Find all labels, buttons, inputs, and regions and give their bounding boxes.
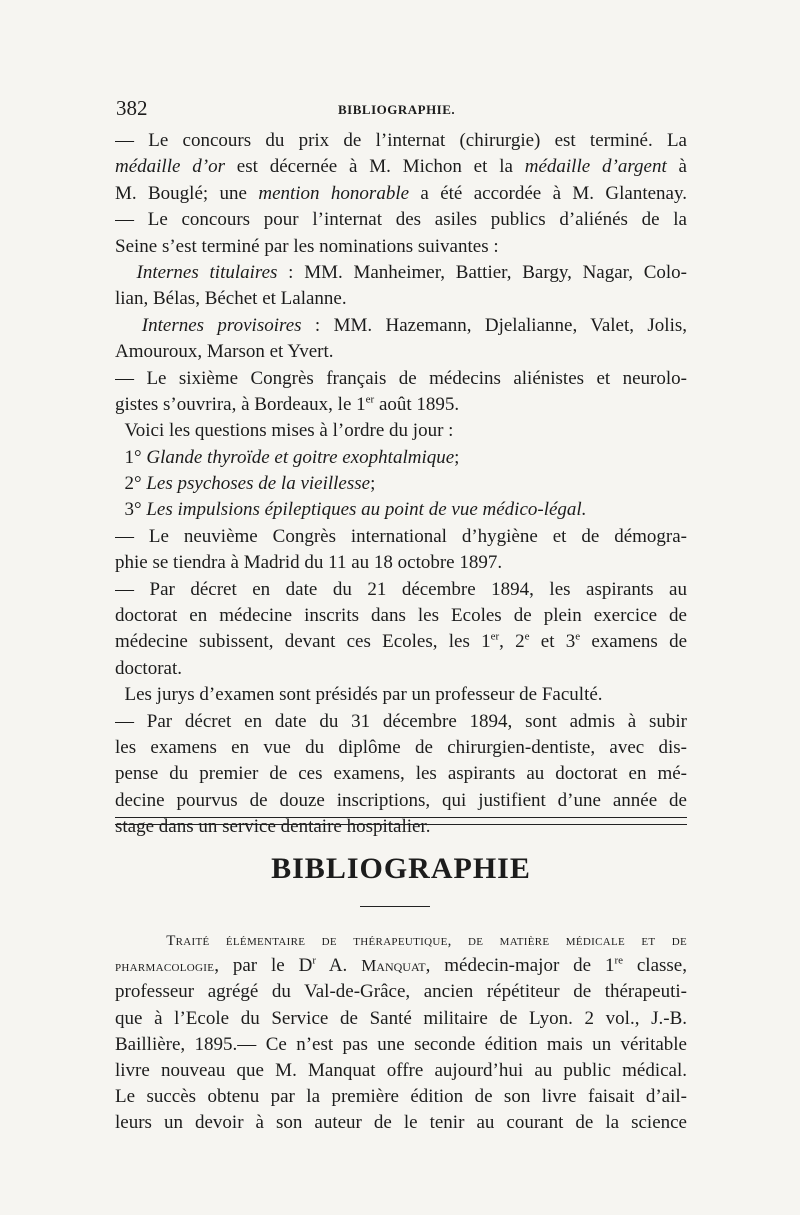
page-header (116, 96, 686, 122)
text-line (115, 445, 687, 471)
text-line (115, 181, 687, 207)
text-span: , 2 (499, 631, 525, 653)
text-line (115, 313, 687, 339)
short-rule-divider (360, 906, 430, 907)
text-line: les examens en vue du diplôme de chirurgien-dentiste, avec dis- (115, 736, 687, 758)
text-line: leurs un devoir à son auteur de le tenir au courant de la science (115, 1112, 687, 1134)
text-line: — Le sixième Congrès français de médecins aliénistes et neurolo- (115, 367, 687, 389)
text-line: doctorat. (115, 657, 183, 679)
section-title: BIBLIOGRAPHIE (271, 852, 531, 885)
text-line: lian, Bélas, Béchet et Lalanne. (115, 288, 347, 310)
superscript: er (490, 631, 500, 644)
text-span: classe, (623, 955, 687, 977)
text-line: doctorat en médecine inscrits dans les Ecoles de plein exercice de (115, 605, 687, 627)
text-line (115, 418, 687, 444)
text-span: 2° (124, 473, 147, 495)
italic-phrase: Internes titulaires (136, 261, 278, 283)
italic-phrase: médaille d’or (115, 156, 225, 178)
text-line: — Par décret en date du 31 décembre 1894, sont admis à subir (115, 710, 687, 732)
superscript: er (365, 393, 375, 406)
italic-phrase: médaille d’argent (524, 156, 667, 178)
text-span: gistes s’ouvrira, à Bordeaux, le 1 (115, 393, 366, 415)
text-line (115, 471, 687, 497)
text-span: : MM. Hazemann, Djelalianne, Valet, Jolis, (301, 314, 687, 336)
text-line (115, 260, 687, 286)
text-line (115, 927, 687, 953)
text-line: Amouroux, Marson et Yvert. (115, 341, 334, 363)
text-line: que à l’Ecole du Service de Santé militaire de Lyon. 2 vol., J.-B. (115, 1007, 687, 1029)
text-line: — Le concours du prix de l’internat (chirurgie) est terminé. La (115, 130, 687, 151)
book-title: Traité élémentaire de thérapeutique, de matière médicale et de (166, 933, 687, 949)
author-name: Manquat (361, 956, 426, 976)
text-span: Les jurys d’examen sont présidés par un professeur de Faculté. (124, 684, 603, 706)
bibliography-section (115, 927, 687, 1137)
text-span: 3° (124, 499, 147, 521)
text-line: — Le neuvième Congrès international d’hygiène et de démogra- (115, 525, 687, 547)
page-number: 382 (116, 96, 148, 120)
text-line (115, 497, 687, 523)
text-span: Voici les questions mises à l’ordre du jour : (124, 420, 454, 442)
superscript: e (575, 631, 581, 644)
text-line: professeur agrégé du Val-de-Grâce, ancien répétiteur de thérapeuti- (115, 981, 687, 1003)
italic-phrase: Les psychoses de la vieillesse (146, 473, 371, 495)
text-span: est décernée à M. Michon et la (224, 156, 525, 178)
italic-phrase: Les impulsions épileptiques au point de vue médico-légal. (146, 499, 587, 521)
text-line: stage dans un service dentaire hospitalier. (115, 816, 431, 838)
text-span: : MM. Manheimer, Battier, Bargy, Nagar, Colo- (277, 261, 687, 283)
text-span: examens de (580, 631, 687, 653)
superscript: r (312, 954, 316, 967)
italic-phrase: Glande thyroïde et goitre exophtalmique (146, 446, 455, 468)
text-line: Seine s’est terminé par les nominations suivantes : (115, 235, 499, 257)
book-title: pharmacologie (115, 959, 215, 976)
text-line (115, 629, 687, 655)
italic-phrase: mention honorable (258, 182, 410, 204)
text-line: phie se tiendra à Madrid du 11 au 18 octobre 1897. (115, 552, 503, 574)
superscript: e (524, 631, 530, 644)
text-line: livre nouveau que M. Manquat offre aujourd’hui au public médical. (115, 1059, 687, 1081)
text-span: ; (454, 446, 460, 468)
text-line (115, 953, 687, 979)
text-span: médecine subissent, devant ces Ecoles, les 1 (115, 631, 491, 653)
text-line (115, 392, 687, 418)
text-span: , médecin-major de 1 (425, 955, 615, 977)
text-span: M. Bouglé; une (115, 182, 259, 204)
text-span: A. (316, 955, 362, 977)
news-section (115, 128, 687, 841)
superscript: re (614, 954, 623, 967)
text-span: et 3 (529, 631, 576, 653)
text-span: ; (370, 473, 376, 495)
text-span: août 1895. (374, 393, 460, 415)
text-line: — Le concours pour l’internat des asiles publics d’aliénés de la (115, 209, 687, 231)
text-line: decine pourvus de douze inscriptions, qui justifient d’une année de (115, 789, 687, 811)
text-span: , par le D (214, 955, 313, 977)
double-rule-divider (115, 817, 687, 825)
text-line: — Par décret en date du 21 décembre 1894, les aspirants au (115, 578, 687, 600)
italic-phrase: Internes provisoires (141, 314, 302, 336)
text-span: a été accordée à M. Glantenay. (409, 182, 687, 204)
text-span: à (666, 156, 687, 178)
text-line (115, 682, 687, 708)
text-line (115, 154, 687, 180)
text-span: 1° (124, 446, 147, 468)
running-head: BIBLIOGRAPHIE. (338, 102, 456, 117)
text-line: pense du premier de ces examens, les aspirants au doctorat en mé- (115, 763, 687, 785)
text-line: Baillière, 1895.— Ce n’est pas une seconde édition mais un véritable (115, 1033, 687, 1055)
text-line: Le succès obtenu par la première édition de son livre faisait d’ail- (115, 1086, 687, 1108)
